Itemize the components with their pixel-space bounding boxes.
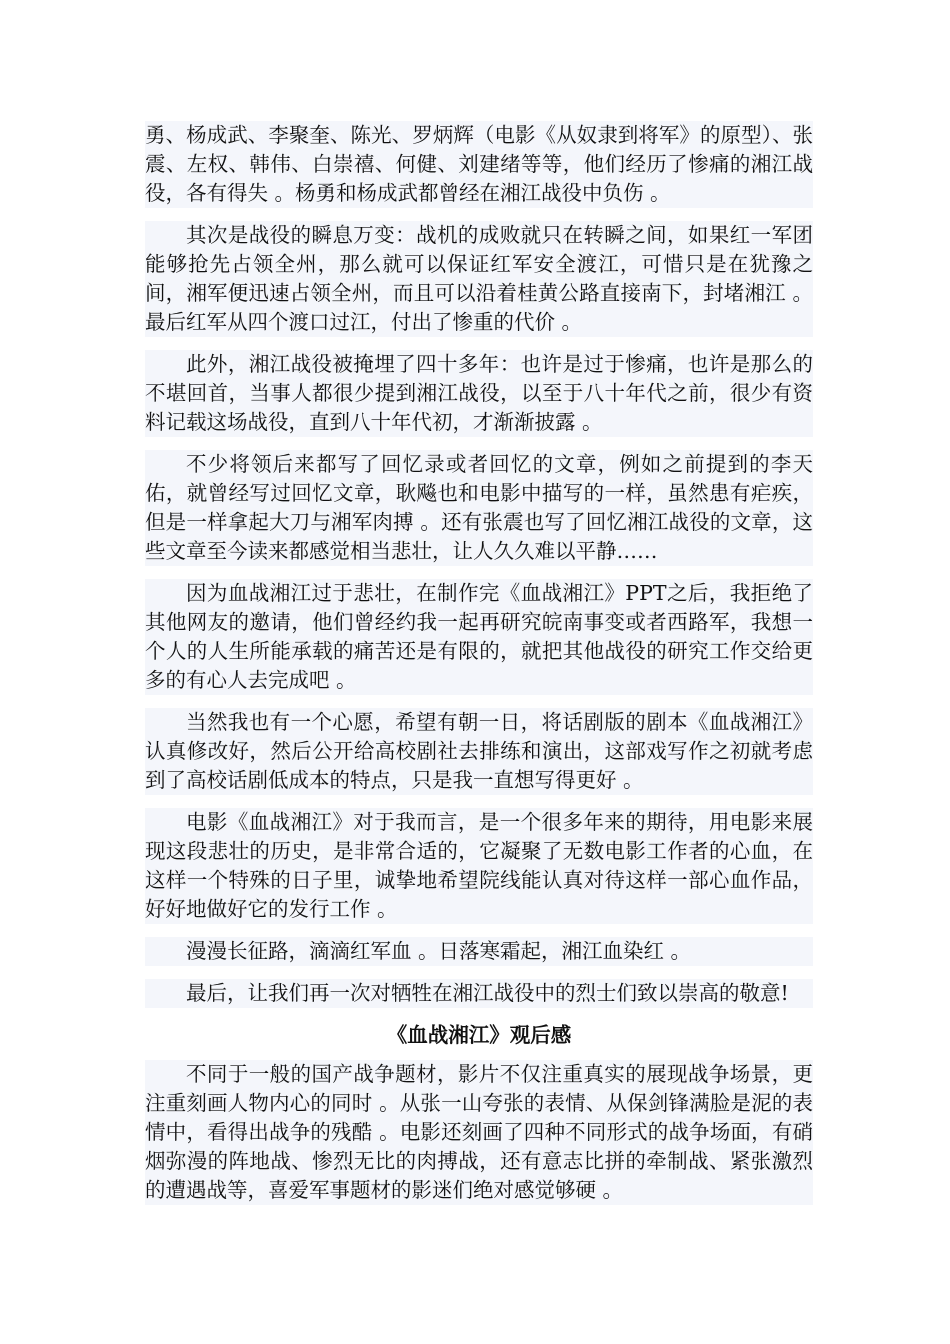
document-page <box>145 121 813 1218</box>
section-title: 《血战湘江》观后感 <box>386 1023 572 1047</box>
paragraph-10: 不同于一般的国产战争题材，影片不仅注重真实的展现战争场景，更注重刻画人物内心的同时 。从张一山夸张的表情、从保剑锋满脸是泥的表情中，看得出战争的残酷 。电影还刻画了四种不同形式的战争场面，有硝烟弥漫的阵地战、惨烈无比的肉搏战，还有意志比拼的牵制战、紧张激烈的遭遇战等，喜爱军事题材的影迷们绝对感觉够硬 。 <box>145 1060 813 1205</box>
paragraph-5: 因为血战湘江过于悲壮，在制作完《血战湘江》PPT之后，我拒绝了其他网友的邀请，他们曾经约我一起再研究皖南事变或者西路军，我想一个人的人生所能承载的痛苦还是有限的，就把其他战役的研究工作交给更多的有心人去完成吧 。 <box>145 579 813 695</box>
paragraph-4: 不少将领后来都写了回忆录或者回忆的文章，例如之前提到的李天佑，就曾经写过回忆文章，耿飚也和电影中描写的一样，虽然患有疟疾，但是一样拿起大刀与湘军肉搏 。还有张震也写了回忆湘江战役的文章，这些文章至今读来都感觉相当悲壮，让人久久难以平静…… <box>145 450 813 566</box>
paragraph-7: 电影《血战湘江》对于我而言，是一个很多年来的期待，用电影来展现这段悲壮的历史，是非常合适的，它凝聚了无数电影工作者的心血，在这样一个特殊的日子里，诚挚地希望院线能认真对待这样一部心血作品，好好地做好它的发行工作 。 <box>145 808 813 924</box>
paragraph-8: 漫漫长征路，滴滴红军血 。日落寒霜起，湘江血染红 。 <box>145 937 813 966</box>
paragraph-3: 此外，湘江战役被掩埋了四十多年：也许是过于惨痛，也许是那么的不堪回首，当事人都很少提到湘江战役，以至于八十年代之前，很少有资料记载这场战役，直到八十年代初，才渐渐披露 。 <box>145 350 813 437</box>
paragraph-1: 勇、杨成武、李聚奎、陈光、罗炳辉（电影《从奴隶到将军》的原型）、张震、左权、韩伟、白崇禧、何健、刘建绪等等，他们经历了惨痛的湘江战役，各有得失 。杨勇和杨成武都曾经在湘江战役中负伤 。 <box>145 121 813 208</box>
paragraph-2: 其次是战役的瞬息万变：战机的成败就只在转瞬之间，如果红一军团能够抢先占领全州，那么就可以保证红军安全渡江，可惜只是在犹豫之间，湘军便迅速占领全州，而且可以沿着桂黄公路直接南下，封堵湘江 。最后红军从四个渡口过江，付出了惨重的代价 。 <box>145 221 813 337</box>
paragraph-9: 最后，让我们再一次对牺牲在湘江战役中的烈士们致以崇高的敬意! <box>145 979 813 1008</box>
paragraph-6: 当然我也有一个心愿，希望有朝一日，将话剧版的剧本《血战湘江》认真修改好，然后公开给高校剧社去排练和演出，这部戏写作之初就考虑到了高校话剧低成本的特点，只是我一直想写得更好 。 <box>145 708 813 795</box>
